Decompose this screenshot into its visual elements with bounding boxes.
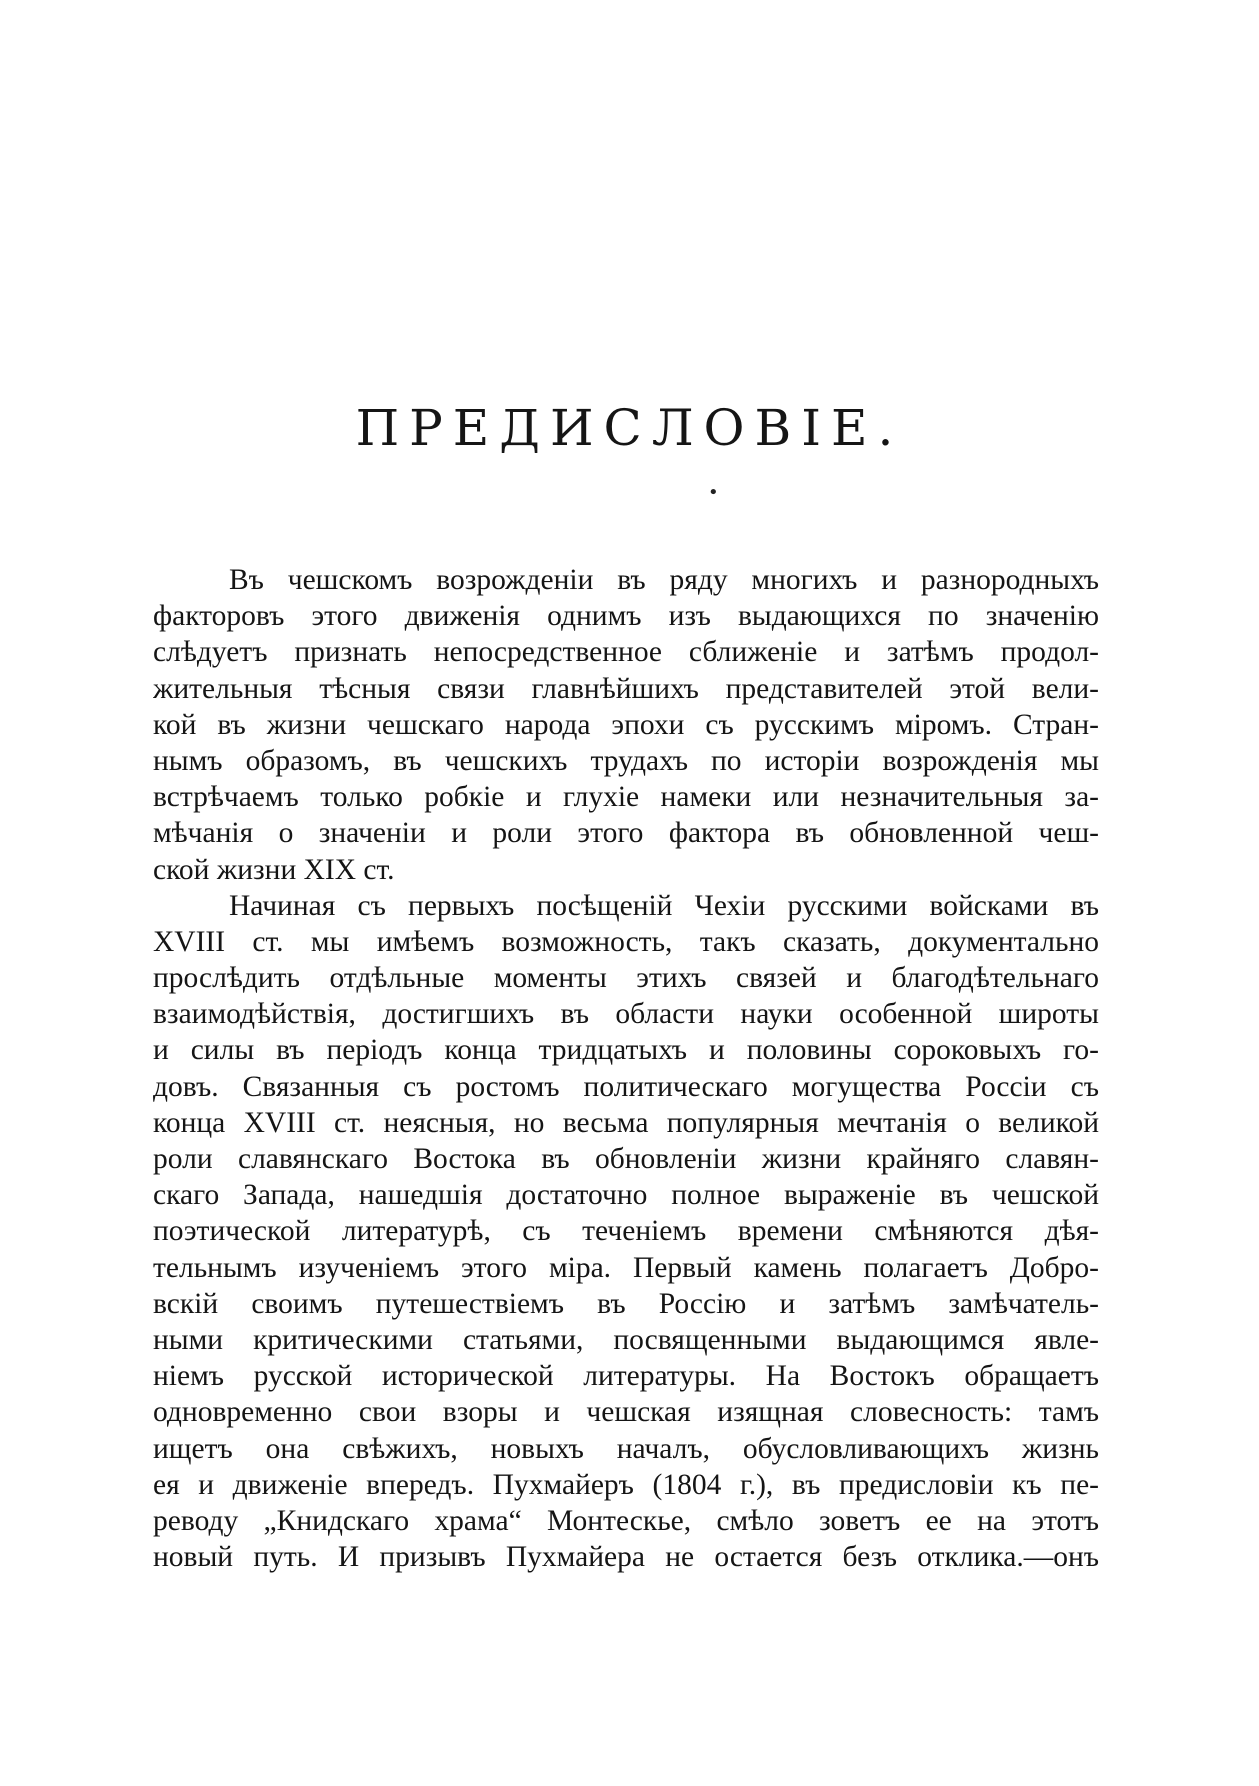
text-line: одновременно свои взоры и чешская изящная словесность: тамъ (153, 1396, 1099, 1429)
text-line: поэтической литературѣ, съ теченіемъ времени смѣняются дѣя- (153, 1215, 1099, 1248)
text-line: мѣчанія о значеніи и роли этого фактора въ обновленной чеш- (153, 817, 1099, 850)
text-line: и силы въ періодъ конца тридцатыхъ и половины сороковыхъ го- (153, 1034, 1099, 1067)
text-line: роли славянскаго Востока въ обновленіи жизни крайняго славян- (153, 1143, 1099, 1175)
text-line: вскій своимъ путешествіемъ въ Россію и затѣмъ замѣчатель- (153, 1287, 1099, 1320)
text-line: ской жизни XIX ст. (153, 853, 395, 886)
title-ornament: • (708, 482, 719, 503)
text-line: новый путь. И призывъ Пухмайера не остается безъ отклика.—онъ (153, 1541, 1099, 1574)
text-line: довъ. Связанныя съ ростомъ политическаго могущества Россіи съ (153, 1070, 1099, 1103)
text-line: нымъ образомъ, въ чешскихъ трудахъ по исторіи возрожденія мы (153, 744, 1099, 777)
text-line: слѣдуетъ признать непосредственное сближеніе и затѣмъ продол- (153, 636, 1099, 669)
text-line: ищетъ она свѣжихъ, новыхъ началъ, обусловливающихъ жизнь (153, 1432, 1099, 1465)
text-line: Въ чешскомъ возрожденіи въ ряду многихъ и разнородныхъ (229, 564, 1099, 596)
text-line: факторовъ этого движенія однимъ изъ выдающихся по значенію (153, 600, 1099, 633)
text-line: Начиная съ первыхъ посѣщеній Чехіи русскими войсками въ (229, 889, 1099, 922)
page-title: ПРЕДИСЛОВІЕ. (355, 399, 904, 457)
text-line: жительныя тѣсныя связи главнѣйшихъ представителей этой вели- (153, 672, 1099, 705)
text-line: ніемъ русской исторической литературы. На Востокъ обращаетъ (153, 1360, 1099, 1393)
text-line: тельнымъ изученіемъ этого міра. Первый камень полагаетъ Добро- (153, 1251, 1099, 1284)
text-line: прослѣдить отдѣльные моменты этихъ связей и благодѣтельнаго (153, 962, 1099, 995)
text-line: конца XVIII ст. неясныя, но весьма популярныя мечтанія о великой (153, 1106, 1099, 1139)
text-line: взаимодѣйствія, достигшихъ въ области науки особенной широты (153, 998, 1099, 1031)
text-line: встрѣчаемъ только робкіе и глухіе намеки или незначительныя за- (153, 781, 1099, 814)
text-line: XVIII ст. мы имѣемъ возможность, такъ сказать, документально (153, 925, 1099, 958)
text-line: скаго Запада, нашедшія достаточно полное выраженіе въ чешской (153, 1179, 1099, 1212)
text-line: ными критическими статьями, посвященными выдающимся явле- (153, 1323, 1099, 1356)
text-line: реводу „Книдскаго храма“ Монтескье, смѣло зоветъ ее на этотъ (153, 1504, 1099, 1537)
text-line: ея и движеніе впередъ. Пухмайеръ (1804 г.), въ предисловіи къ пе- (153, 1468, 1099, 1501)
text-line: кой въ жизни чешскаго народа эпохи съ русскимъ міромъ. Стран- (153, 708, 1099, 741)
body-text (153, 562, 1099, 1575)
